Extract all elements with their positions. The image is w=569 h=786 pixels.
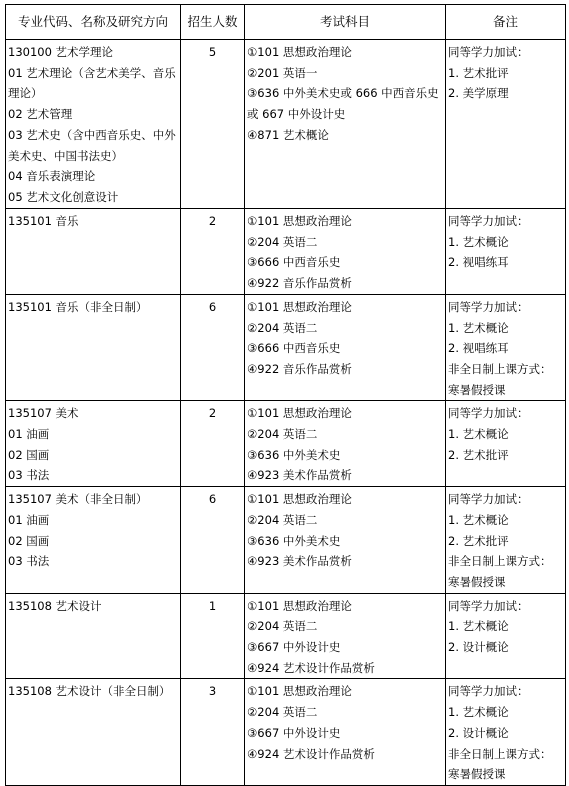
note-line: 2. 美学原理 xyxy=(448,86,509,101)
admissions-table xyxy=(5,4,566,786)
major-line: 03 艺术史（含中西音乐史、中外美术史、中国书法史） xyxy=(8,127,176,163)
count-cell: 3 xyxy=(181,679,245,786)
exam-line: ③636 中外美术史 xyxy=(247,447,341,462)
major-line: 130100 艺术学理论 xyxy=(8,45,114,59)
major-line: 135101 音乐（非全日制） xyxy=(8,299,148,314)
major-cell xyxy=(6,40,181,209)
notes-cell xyxy=(446,40,566,209)
major-cell xyxy=(6,487,181,594)
major-line: 01 油画 xyxy=(8,427,50,442)
notes-cell xyxy=(446,487,566,594)
table-row xyxy=(6,679,566,786)
exam-line: ①101 思想政治理论 xyxy=(247,299,352,314)
count-cell: 2 xyxy=(181,401,245,487)
note-line: 非全日制上课方式： xyxy=(448,746,552,761)
note-line: 同等学力加试： xyxy=(448,45,529,59)
count-cell: 1 xyxy=(181,593,245,679)
count-cell: 5 xyxy=(181,40,245,209)
exam-line: ③666 中西音乐史 xyxy=(247,341,341,356)
exam-line: ①101 思想政治理论 xyxy=(247,406,352,421)
exam-line: ④922 音乐作品赏析 xyxy=(247,361,352,376)
exam-line: ④922 音乐作品赏析 xyxy=(247,276,352,291)
note-line: 同等学力加试： xyxy=(448,598,529,613)
exams-cell xyxy=(245,487,446,594)
exams-cell xyxy=(245,679,446,786)
exam-line: ③636 中外美术史 xyxy=(247,533,341,548)
note-line: 2. 艺术批评 xyxy=(448,447,509,462)
table-row xyxy=(6,40,566,209)
exam-line: ④923 美术作品赏析 xyxy=(247,468,352,483)
major-cell xyxy=(6,294,181,401)
exam-line: ④924 艺术设计作品赏析 xyxy=(247,746,375,761)
note-line: 1. 艺术批评 xyxy=(448,65,509,80)
major-line: 01 油画 xyxy=(8,512,50,527)
exam-line: ①101 思想政治理论 xyxy=(247,684,352,699)
major-line: 135108 艺术设计（非全日制） xyxy=(8,684,171,699)
major-line: 03 书法 xyxy=(8,554,50,569)
note-line: 同等学力加试： xyxy=(448,299,529,314)
major-line: 135108 艺术设计 xyxy=(8,598,102,613)
notes-cell xyxy=(446,209,566,295)
exam-line: ③667 中外设计史 xyxy=(247,640,341,655)
header-notes: 备注 xyxy=(446,5,566,40)
header-major: 专业代码、名称及研究方向 xyxy=(6,5,181,40)
exam-line: ①101 思想政治理论 xyxy=(247,598,352,613)
exams-cell xyxy=(245,209,446,295)
exam-line: ①101 思想政治理论 xyxy=(247,45,352,59)
major-line: 01 艺术理论（含艺术美学、音乐理论） xyxy=(8,65,176,101)
major-line: 135107 美术（非全日制） xyxy=(8,492,148,507)
exam-line: ②201 英语一 xyxy=(247,65,318,80)
note-line: 非全日制上课方式： xyxy=(448,361,552,376)
major-line: 135101 音乐 xyxy=(8,214,79,228)
exam-line: ②204 英语二 xyxy=(247,705,318,720)
major-line: 05 艺术文化创意设计 xyxy=(8,189,119,204)
major-line: 135107 美术 xyxy=(8,406,79,421)
note-line: 寒暑假授课 xyxy=(448,767,506,782)
major-cell xyxy=(6,679,181,786)
note-line: 非全日制上课方式： xyxy=(448,554,552,569)
note-line: 同等学力加试： xyxy=(448,492,529,507)
note-line: 2. 设计概论 xyxy=(448,640,509,655)
note-line: 同等学力加试： xyxy=(448,214,529,228)
exam-line: ④923 美术作品赏析 xyxy=(247,554,352,569)
exam-line: ②204 英语二 xyxy=(247,234,318,249)
note-line: 2. 视唱练耳 xyxy=(448,341,509,356)
note-line: 1. 艺术概论 xyxy=(448,705,509,720)
table-row xyxy=(6,487,566,594)
notes-cell xyxy=(446,679,566,786)
note-line: 1. 艺术概论 xyxy=(448,427,509,442)
note-line: 寒暑假授课 xyxy=(448,574,506,589)
count-cell: 6 xyxy=(181,487,245,594)
major-cell xyxy=(6,593,181,679)
count-cell: 6 xyxy=(181,294,245,401)
note-line: 1. 艺术概论 xyxy=(448,320,509,335)
notes-cell xyxy=(446,294,566,401)
major-line: 04 音乐表演理论 xyxy=(8,169,96,184)
exams-cell xyxy=(245,294,446,401)
table-row xyxy=(6,593,566,679)
table-row xyxy=(6,209,566,295)
exams-cell xyxy=(245,401,446,487)
exam-line: ④924 艺术设计作品赏析 xyxy=(247,660,375,675)
count-cell: 2 xyxy=(181,209,245,295)
exam-line: ③636 中外美术史或 666 中西音乐史或 667 中外设计史 xyxy=(247,86,439,122)
note-line: 2. 视唱练耳 xyxy=(448,255,509,270)
exam-line: ③666 中西音乐史 xyxy=(247,255,341,270)
exam-line: ①101 思想政治理论 xyxy=(247,214,352,228)
note-line: 同等学力加试： xyxy=(448,406,529,421)
exam-line: ④871 艺术概论 xyxy=(247,127,329,142)
table-row xyxy=(6,401,566,487)
note-line: 1. 艺术概论 xyxy=(448,512,509,527)
notes-cell xyxy=(446,593,566,679)
exam-line: ②204 英语二 xyxy=(247,619,318,634)
exam-line: ③667 中外设计史 xyxy=(247,725,341,740)
major-line: 02 国画 xyxy=(8,447,50,462)
header-exams: 考试科目 xyxy=(245,5,446,40)
note-line: 寒暑假授课 xyxy=(448,382,506,397)
exams-cell xyxy=(245,40,446,209)
header-count: 招生人数 xyxy=(181,5,245,40)
exams-cell xyxy=(245,593,446,679)
note-line: 同等学力加试： xyxy=(448,684,529,699)
exam-line: ②204 英语二 xyxy=(247,512,318,527)
table-row xyxy=(6,294,566,401)
note-line: 1. 艺术概论 xyxy=(448,619,509,634)
major-line: 02 艺术管理 xyxy=(8,107,73,122)
notes-cell xyxy=(446,401,566,487)
note-line: 2. 艺术批评 xyxy=(448,533,509,548)
note-line: 1. 艺术概论 xyxy=(448,234,509,249)
exam-line: ①101 思想政治理论 xyxy=(247,492,352,507)
header-row xyxy=(6,5,566,40)
major-cell xyxy=(6,401,181,487)
major-cell xyxy=(6,209,181,295)
major-line: 02 国画 xyxy=(8,533,50,548)
major-line: 03 书法 xyxy=(8,468,50,483)
exam-line: ②204 英语二 xyxy=(247,320,318,335)
note-line: 2. 设计概论 xyxy=(448,725,509,740)
exam-line: ②204 英语二 xyxy=(247,427,318,442)
